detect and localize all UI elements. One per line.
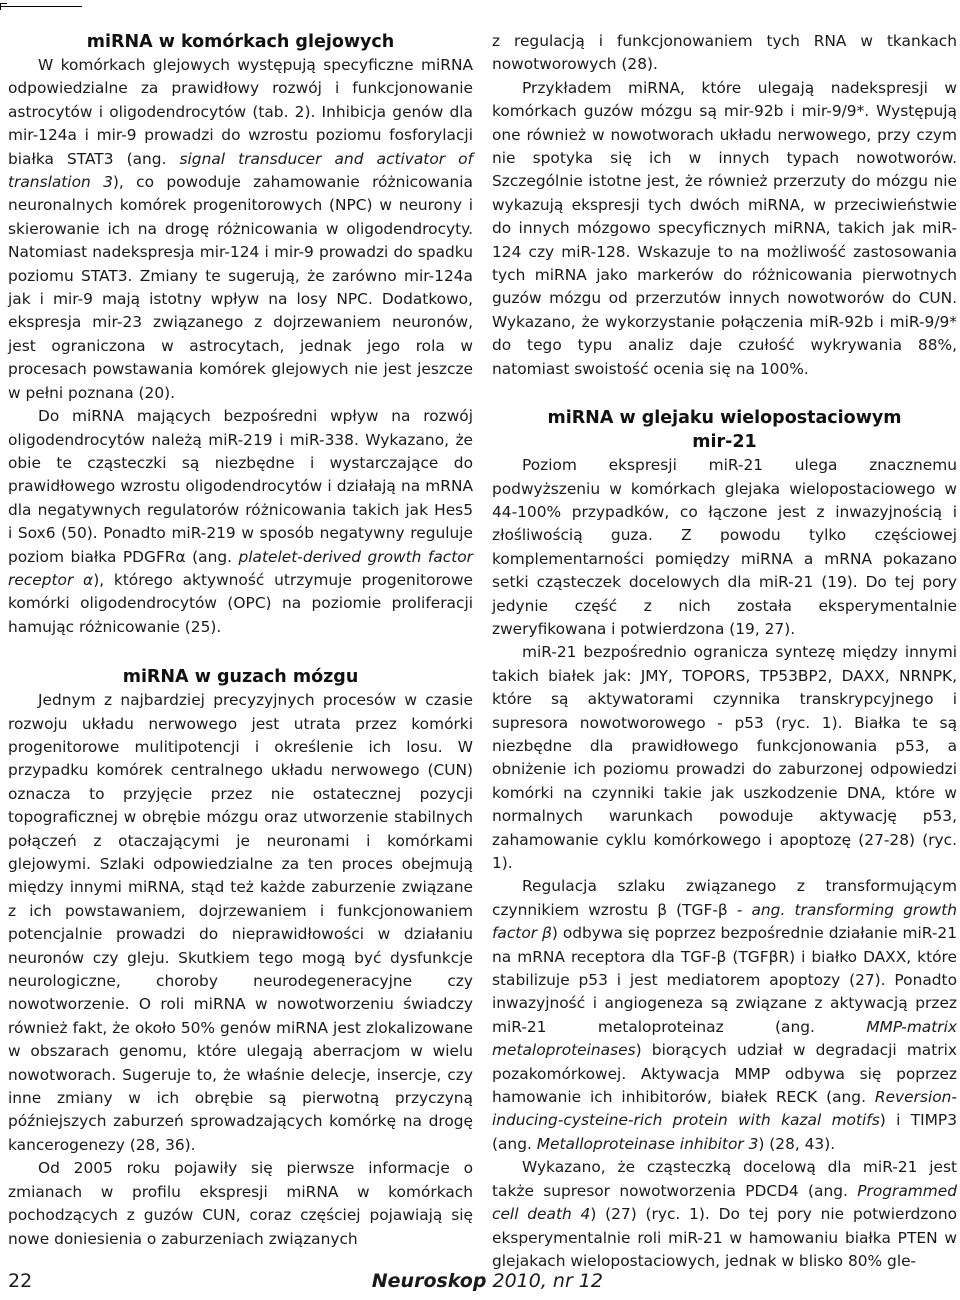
paragraph: Poziom ekspresji miR-21 ulega znacznemu podwyższeniu w komórkach glejaka wielopostaciowego w 44-100% przypadków, co łączone jest z inwazyjnością i złośliwością guza. Z powodu tylko częściowej komplementarności pomiędzy miRNA a mRNA pokazano setki cząsteczek docelowych dla miR-21 (19). Do tej pory jedynie część z nich została eksperymentalnie zweryfikowana i potwierdzona (19, 27).: [492, 456, 957, 638]
paragraph: Od 2005 roku pojawiły się pierwsze informacje o zmianach w profilu ekspresji miRNA w komórkach pochodzących z guzów CUN, coraz częściej pojawiają się nowe doniesienia o zaburzeniach związanych: [8, 1159, 473, 1248]
paragraph: Regulacja szlaku związanego z transformującym czynnikiem wzrostu β (TGF-β - ang. transforming growth factor β) odbywa się poprzez bezpośrednie działanie miR-21 na mRNA receptora dla TGF-β (TGFβR) i białko DAXX, które stabilizuje p53 i jest mediatorem apoptozy (27). Ponadto inwazyjność i angiogeneza są związane z aktywacją przez miR-21 metaloproteinaz (ang. MMP-matrix metaloproteinases) biorących udział w degradacji matrix pozakomórkowej. Aktywacja MMP odbywa się poprzez hamowanie ich inhibitorów, białek RECK (ang. Reversion-inducing-cysteine-rich protein with kazal motifs) i TIMP3 (ang. Metalloproteinase inhibitor 3) (28, 43).: [492, 877, 958, 1153]
paragraph: Przykładem miRNA, które ulegają nadekspresji w komórkach guzów mózgu są mir-92b i mir-9/9*. Występują one również w nowotworach układu nerwowego, przy czym nie spotyka się ich w innych typach nowotworów. Szczególnie istotne jest, że również przerzuty do mózgu nie wykazują ekspresji tych dwóch miRNA, w przeciwieństwie do innych mózgowo specyficznych miRNA, takich jak miR-124 czy miR-128. Wskazuje to na możliwość zastosowania tych miRNA jako markerów do różnicowania pierwotnych guzów mózgu od przerzutów innych nowotworów do CUN. Wykazano, że wykorzystanie połączenia miR-92b i miR-9/9* do tego typu analiz daje czułość wykrywania 88%, natomiast swoistość ocenia się na 100%.: [492, 78, 957, 378]
section-heading-brain-tumors: miRNA w guzach mózgu: [122, 667, 359, 688]
paragraph: W komórkach glejowych występują specyficzne miRNA odpowiedzialne za prawidłowy rozwój i funkcjonowanie astrocytów i oligodendrocytów (tab. 2). Inhibicja genów dla mir-124a i mir-9 prowadzi do wzrostu poziomu fosforylacji białka STAT3 (ang. signal transducer and activator of translation 3), co powoduje zahamowanie różnicowania neuronalnych komórek progenitorowych (NPC) w neurony i skierowanie ich na drogę różnicowania w oligodendrocyty. Natomiast nadekspresja mir-124 i mir-9 prowadzi do spadku poziomu STAT3. Zmiany te sugerują, że zarówno mir-124a jak i mir-9 mają istotny wpływ na losy NPC. Dodatkowo, ekspresja mir-23 związanego z dojrzewaniem neuronów, jest ograniczona w astrocytach, jednak jego rola w procesach powstawania komórek glejowych nie jest jeszcze w pełni poznana (20).: [8, 56, 473, 402]
page-number: 22: [8, 1270, 33, 1292]
journal-name: Neuroskop 2010, nr 12: [371, 1270, 603, 1292]
paragraph: miR-21 bezpośrednio ogranicza syntezę między innymi takich białek jak: JMY, TOPORS, TP53BP2, DAXX, NRNPK, które są aktywatorami czynnika transkrypcyjnego i supresora nowotworowego - p53 (ryc. 1). Białka te są niezbędne dla prawidłowego funkcjonowania p53, a obniżenie ich poziomu prowadzi do zaburzonej odpowiedzi komórki na czynniki takie jak uszkodzenie DNA, które w normalnych warunkach powoduje aktywację p53, zahamowanie cyklu komórkowego i apoptozę (27-28) (ryc. 1).: [492, 643, 957, 872]
page-footer: [8, 1270, 603, 1296]
section-heading-glial: miRNA w komórkach glejowych: [86, 32, 395, 52]
paragraph: Wykazano, że cząsteczką docelową dla miR-21 jest także supresor nowotworzenia PDCD4 (ang. Programmed cell death 4) (27) (ryc. 1). Do tej pory nie potwierdzono eksperymentalnie roli miR-21 w hamowaniu białka PTEN w glejakach wielopostaciowych, jednak w blisko 80% gle-: [492, 1158, 957, 1270]
paragraph: Do miRNA mających bezpośredni wpływ na rozwój oligodendrocytów należą miR-219 i miR-338. Wykazano, że obie te cząsteczki są niezbędne i wystarczające do prawidłowego wzrostu oligodendrocytów i działają na mRNA dla negatywnych regulatorów różnicowania takich jak Hes5 i Sox6 (50). Ponadto miR-219 w sposób negatywny reguluje poziom białka PDGFRα (ang. platelet-derived growth factor receptor α), którego aktywność utrzymuje progenitorowe komórki oligodendrocytów (OPC) na poziomie proliferacji hamując różnicowanie (25).: [8, 407, 474, 636]
left-column: [8, 30, 473, 1251]
paragraph: Jednym z najbardziej precyzyjnych procesów w czasie rozwoju układu nerwowego jest utrata przez komórki progenitorowe mulitipotencji i określenie ich losu. W przypadku komórek centralnego układu nerwowego (CUN) oznacza to przyjęcie przez nie ostatecznej pozycji topograficznej w obrębie mózgu oraz utworzenie stabilnych połączeń z otaczającymi je neuronami i komórkami glejowymi. Szlaki odpowiedzialne za ten proces obejmują między innymi miRNA, stąd też każde zaburzenie związane z ich powstawaniem, dojrzewaniem i funkcjonowaniem potencjalnie prowadzi do nieprawidłowości w działaniu neuronów czy gleju. Skutkiem tego mogą być dysfunkcje neurologiczne, choroby neurodegeneracyjne czy nowotworzenie. O roli miRNA w nowotworzeniu świadczy również fakt, że około 50% genów miRNA jest zlokalizowane w obszarach genomu, które ulegają aberracjom w wielu nowotworach. Sugeruje to, że właśnie delecje, insercje, czy inne zmiany w ich obrębie są pierwotną przyczyną późniejszych zaburzeń sprowadzających komórkę na drogę kancerogenezy (28, 36).: [8, 691, 473, 1154]
section-heading-glioblastoma: miRNA w glejaku wielopostaciowym: [547, 408, 902, 429]
top-rule: [0, 6, 82, 7]
right-column: [492, 30, 957, 1273]
subsection-heading-mir21: mir-21: [692, 432, 757, 453]
paragraph: z regulacją i funkcjonowaniem tych RNA w tkankach nowotworowych (28).: [492, 32, 957, 74]
